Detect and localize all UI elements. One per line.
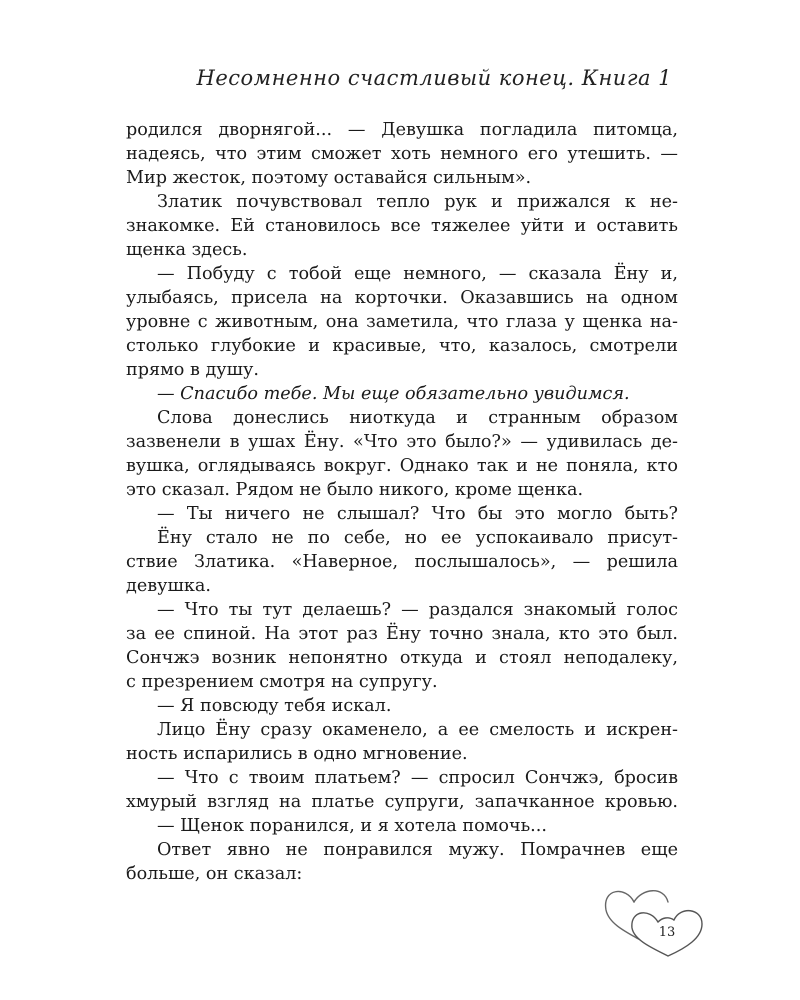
text-line: Мир жесток, поэтому оставайся сильным». (126, 168, 532, 188)
page-number: 13 (658, 925, 676, 940)
text-line: — Что с твоим платьем? — спросил Сончжэ, бросив (157, 768, 678, 788)
text-line: Ёну стало не по себе, но ее успокаивало присут- (157, 528, 678, 548)
text-line: знакомке. Ей становилось все тяжелее уйти и оставить (126, 216, 678, 236)
text-line: Златик почувствовал тепло рук и прижался к не- (157, 192, 678, 212)
text-line: зазвенели в ушах Ёну. «Что это было?» — удивилась де- (126, 432, 678, 452)
text-line: улыбаясь, присела на корточки. Оказавшись на одном (126, 288, 678, 308)
text-line: Ответ явно не понравился мужу. Помрачнев еще (157, 840, 678, 860)
text-line: щенка здесь. (126, 240, 248, 260)
text-line: ствие Златика. «Наверное, послышалось», — решила (126, 552, 678, 572)
text-line: больше, он сказал: (126, 864, 303, 884)
text-line: хмурый взгляд на платье супруги, запачканное кровью. (126, 792, 678, 812)
text-line: — Ты ничего не слышал? Что бы это могло быть? (157, 504, 678, 524)
text-line: Лицо Ёну сразу окаменело, а ее смелость и искрен- (157, 720, 678, 740)
text-line: за ее спиной. На этот раз Ёну точно знала, кто это был. (126, 624, 678, 644)
page-body-text (126, 118, 678, 886)
text-line: ность испарились в одно мгновение. (126, 744, 468, 764)
page-number-ornament (596, 880, 714, 960)
text-line: уровне с животным, она заметила, что глаза у щенка на- (126, 312, 678, 332)
text-line: вушка, оглядываясь вокруг. Однако так и не поняла, кто (126, 456, 678, 476)
text-line: — Спасибо тебе. Мы еще обязательно увидимся. (157, 384, 630, 404)
text-line: — Я повсюду тебя искал. (157, 696, 392, 716)
running-header: Несомненно счастливый конец. Книга 1 (196, 66, 672, 90)
text-line: это сказал. Рядом не было никого, кроме щенка. (126, 480, 584, 500)
text-line: — Побуду с тобой еще немного, — сказала Ёну и, (157, 264, 678, 284)
text-line: — Щенок поранился, и я хотела помочь... (157, 816, 547, 836)
text-line: — Что ты тут делаешь? — раздался знакомый голос (157, 600, 678, 620)
text-line: родился дворнягой... — Девушка погладила питомца, (126, 120, 678, 140)
text-line: Слова донеслись ниоткуда и странным образом (157, 408, 678, 428)
text-line: столько глубокие и красивые, что, казалось, смотрели (126, 336, 678, 356)
text-line: надеясь, что этим сможет хоть немного его утешить. — (126, 144, 678, 164)
double-heart-outline-icon (596, 880, 714, 960)
text-line: прямо в душу. (126, 360, 259, 380)
text-line: Сончжэ возник непонятно откуда и стоял неподалеку, (126, 648, 678, 668)
text-line: девушка. (126, 576, 211, 596)
text-line: с презрением смотря на супругу. (126, 672, 438, 692)
